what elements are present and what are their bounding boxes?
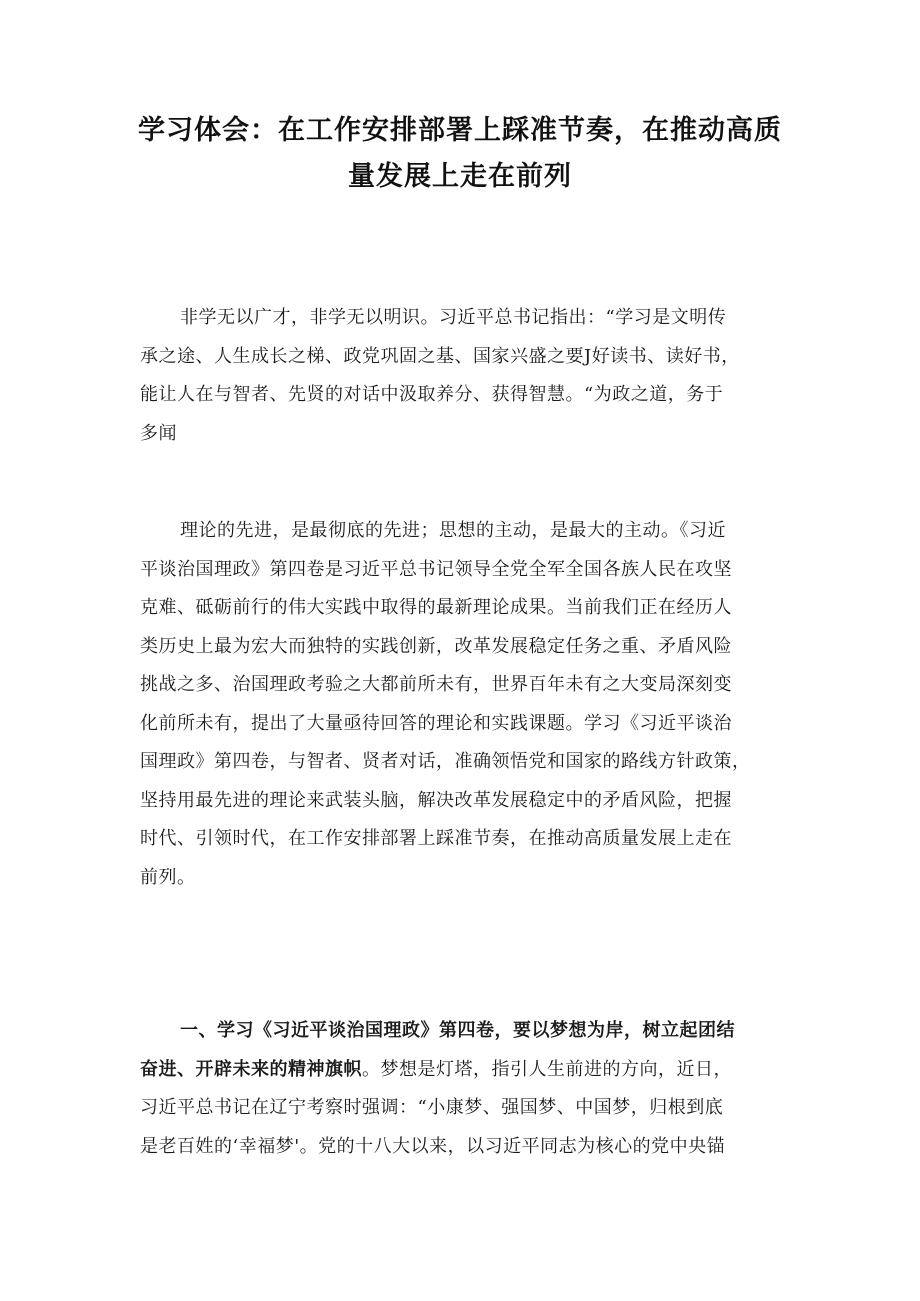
paragraph-2-line: 平谈治国理政》第四卷是习近平总书记领导全党全军全国各族人民在攻坚	[140, 558, 732, 580]
paragraph-2-line: 挑战之多、治国理政考验之大都前所未有，世界百年未有之大变局深刻变	[140, 674, 732, 695]
paragraph-2-line: 理论的先进，是最彻底的先进；思想的主动，是最大的主动。《习近	[180, 520, 726, 541]
paragraph-2-line: 化前所未有，提出了大量亟待回答的理论和实践课题。学习《习近平谈治	[140, 712, 732, 734]
paragraph-2-line: 类历史上最为宏大而独特的实践创新，改革发展稳定任务之重、矛盾风险	[140, 635, 732, 657]
title-line-1: 学习体会：在工作安排部署上踩准节奏，在推动高质	[138, 115, 782, 146]
paragraph-2-line: 坚持用最先进的理论来武装头脑，解决改革发展稳定中的矛盾风险，把握	[140, 789, 732, 811]
paragraph-2-line: 国理政》第四卷，与智者、贤者对话，准确领悟党和国家的路线方针政策，	[140, 751, 751, 772]
paragraph-2	[140, 512, 790, 897]
paragraph-2-line: 前列。	[140, 866, 196, 888]
paragraph-1-line: 非学无以广才，非学无以明识。习近平总书记指出：“学习是文明传	[180, 307, 727, 328]
document-title	[120, 108, 800, 200]
paragraph-1-line: 能让人在与智者、先贤的对话中汲取养分、获得智慧。“为政之道，务于	[140, 384, 724, 405]
paragraph-1-line: 承之途、人生成长之梯、政党巩固之基、国家兴盛之要J好读书、读好书，	[140, 345, 740, 367]
section-heading-line: 一、学习《习近平谈治国理政》第四卷，要以梦想为岸，树立起团结	[180, 1020, 735, 1041]
paragraph-3-text: 。梦想是灯塔，指引人生前进的方向，近日，	[362, 1058, 732, 1080]
paragraph-2-line: 克难、砥砺前行的伟大实践中取得的最新理论成果。当前我们正在经历人	[140, 597, 732, 618]
paragraph-1	[140, 299, 790, 453]
paragraph-3-line: 是老百姓的‘幸福梦'。党的十八大以来，以习近平同志为核心的党中央锚	[140, 1135, 726, 1157]
section-heading-tail: 奋进、开辟未来的精神旗帜	[140, 1058, 362, 1080]
paragraph-3-line	[140, 1051, 790, 1090]
title-line-2: 量发展上走在前列	[348, 161, 572, 192]
paragraph-1-line: 多闻	[140, 422, 177, 444]
paragraph-3	[140, 1012, 790, 1166]
paragraph-2-line: 时代、引领时代，在工作安排部署上踩准节奏，在推动高质量发展上走在	[140, 828, 732, 849]
paragraph-3-line: 习近平总书记在辽宁考察时强调：“小康梦、强国梦、中国梦，归根到底	[140, 1097, 724, 1118]
